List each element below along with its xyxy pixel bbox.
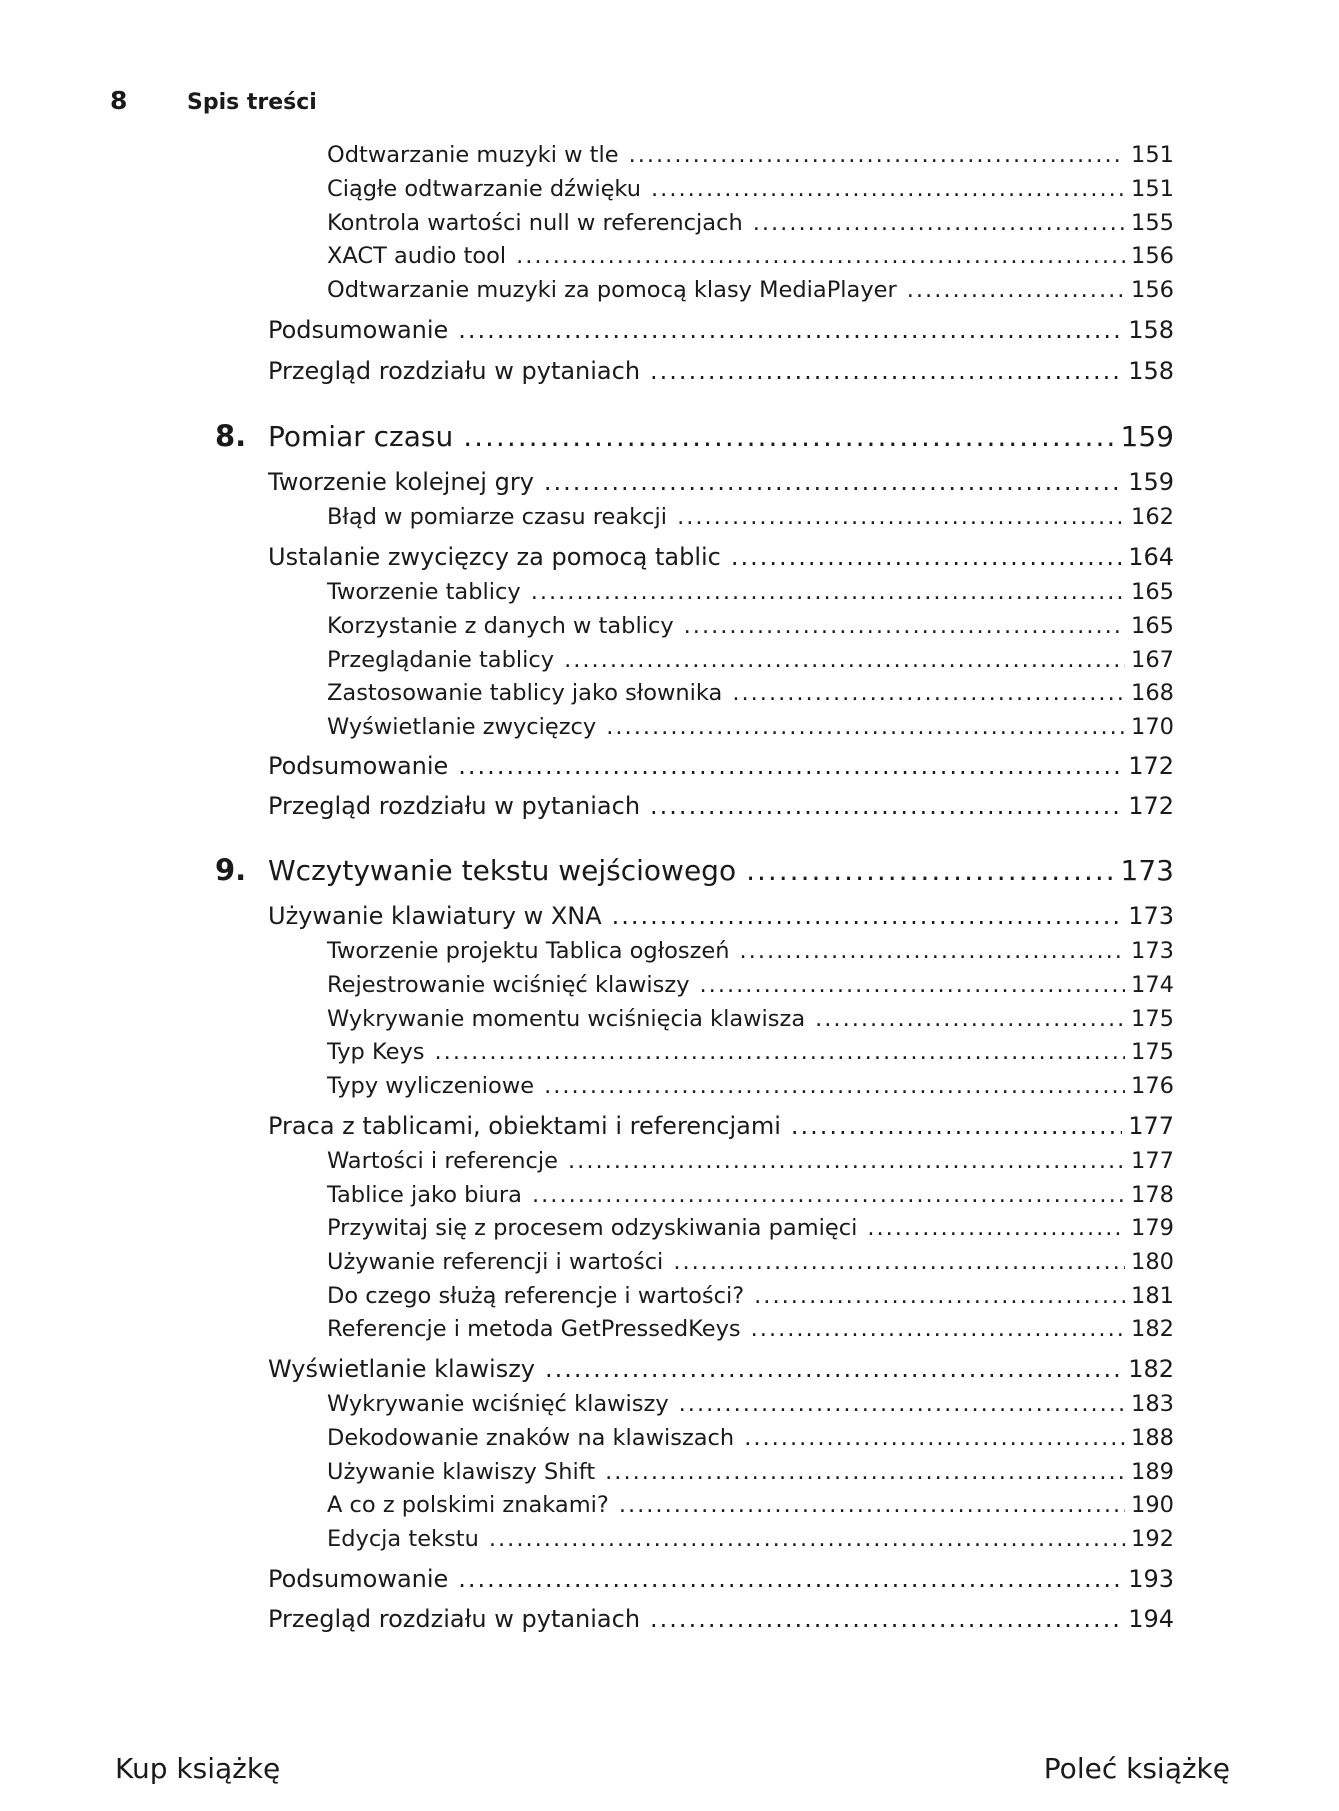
toc-entry[interactable] bbox=[268, 792, 1174, 820]
toc-entry-page: 193 bbox=[1128, 1565, 1174, 1593]
toc-entry-label: Edycja tekstu bbox=[327, 1526, 479, 1552]
toc-entry[interactable] bbox=[327, 714, 1174, 740]
leader-dots bbox=[458, 316, 1122, 344]
leader-dots bbox=[677, 504, 1125, 530]
toc-entry-label: Podsumowanie bbox=[268, 316, 449, 344]
toc-entry-label: Ciągłe odtwarzanie dźwięku bbox=[327, 176, 642, 202]
toc-entry-label: Wyświetlanie zwycięzcy bbox=[327, 714, 597, 740]
leader-dots bbox=[867, 1215, 1125, 1241]
toc-entry[interactable] bbox=[327, 1492, 1174, 1518]
toc-entry-page: 175 bbox=[1131, 1006, 1174, 1032]
toc-entry-label: Wykrywanie wciśnięć klawiszy bbox=[327, 1391, 669, 1417]
toc-entry[interactable] bbox=[327, 210, 1174, 236]
toc-entry-page: 173 bbox=[1131, 938, 1174, 964]
leader-dots bbox=[754, 1283, 1125, 1309]
toc-entry-page: 188 bbox=[1131, 1425, 1174, 1451]
toc-entry-label: Rejestrowanie wciśnięć klawiszy bbox=[327, 972, 690, 998]
toc-entry-label: Przeglądanie tablicy bbox=[327, 647, 555, 673]
toc-entry-label: Typy wyliczeniowe bbox=[327, 1073, 535, 1099]
toc-entry-label: Wyświetlanie klawiszy bbox=[268, 1355, 536, 1383]
leader-dots bbox=[673, 1249, 1125, 1275]
leader-dots bbox=[651, 176, 1125, 202]
leader-dots bbox=[532, 1182, 1125, 1208]
toc-entry[interactable] bbox=[327, 1073, 1174, 1099]
toc-entry-page: 182 bbox=[1131, 1316, 1174, 1342]
toc-entry[interactable] bbox=[327, 1283, 1174, 1309]
leader-dots bbox=[815, 1006, 1125, 1032]
leader-dots bbox=[605, 1459, 1125, 1485]
toc-entry[interactable] bbox=[268, 357, 1174, 385]
toc-entry[interactable] bbox=[268, 543, 1174, 571]
toc-entry[interactable] bbox=[327, 1425, 1174, 1451]
toc-entry-page: 178 bbox=[1131, 1182, 1174, 1208]
toc-entry[interactable] bbox=[327, 243, 1174, 269]
chapter-title: Wczytywanie tekstu wejściowego bbox=[268, 854, 737, 887]
toc-entry[interactable] bbox=[327, 277, 1174, 303]
chapter-title: Pomiar czasu bbox=[268, 420, 454, 453]
toc-entry[interactable] bbox=[327, 972, 1174, 998]
leader-dots bbox=[650, 1605, 1122, 1633]
toc-entry-page: 177 bbox=[1128, 1112, 1174, 1140]
toc-entry[interactable] bbox=[327, 938, 1174, 964]
chapter-heading[interactable] bbox=[215, 419, 1174, 453]
toc-entry[interactable] bbox=[268, 1605, 1174, 1633]
toc-entry-page: 164 bbox=[1128, 543, 1174, 571]
toc-entry[interactable] bbox=[268, 1112, 1174, 1140]
leader-dots bbox=[612, 902, 1123, 930]
toc-entry-page: 162 bbox=[1131, 504, 1174, 530]
toc-entry-label: Praca z tablicami, obiektami i referencjami bbox=[268, 1112, 781, 1140]
toc-entry[interactable] bbox=[327, 613, 1174, 639]
toc-entry-page: 172 bbox=[1128, 752, 1174, 780]
toc-entry-label: Ustalanie zwycięzcy za pomocą tablic bbox=[268, 543, 721, 571]
leader-dots bbox=[489, 1526, 1125, 1552]
leader-dots bbox=[700, 972, 1126, 998]
toc-entry-label: Używanie klawiszy Shift bbox=[327, 1459, 596, 1485]
toc-entry-page: 194 bbox=[1128, 1605, 1174, 1633]
toc-entry-page: 168 bbox=[1131, 680, 1174, 706]
toc-entry[interactable] bbox=[268, 316, 1174, 344]
leader-dots bbox=[516, 243, 1125, 269]
toc-entry-label: Odtwarzanie muzyki za pomocą klasy MediaPlayer bbox=[327, 277, 897, 303]
toc-entry-page: 182 bbox=[1128, 1355, 1174, 1383]
toc-entry-label: Tworzenie kolejnej gry bbox=[268, 468, 534, 496]
recommend-book-link[interactable]: Poleć książkę bbox=[1043, 1752, 1230, 1785]
leader-dots bbox=[744, 1425, 1125, 1451]
toc-entry-page: 170 bbox=[1131, 714, 1174, 740]
chapter-page: 159 bbox=[1120, 420, 1174, 453]
running-head bbox=[110, 86, 317, 115]
chapter-number: 9. bbox=[215, 853, 247, 887]
toc-entry-label: Dekodowanie znaków na klawiszach bbox=[327, 1425, 735, 1451]
leader-dots bbox=[679, 1391, 1125, 1417]
toc-entry-label: Wartości i referencje bbox=[327, 1148, 559, 1174]
toc-entry-page: 181 bbox=[1131, 1283, 1174, 1309]
toc-entry-label: A co z polskimi znakami? bbox=[327, 1492, 609, 1518]
toc-entry-label: Odtwarzanie muzyki w tle bbox=[327, 142, 619, 168]
leader-dots bbox=[435, 1039, 1126, 1065]
toc-entry-label: Typ Keys bbox=[327, 1039, 425, 1065]
leader-dots bbox=[791, 1112, 1122, 1140]
toc-entry-label: Tworzenie tablicy bbox=[327, 579, 521, 605]
toc-entry[interactable] bbox=[327, 1459, 1174, 1485]
toc-entry-label: Używanie klawiatury w XNA bbox=[268, 902, 602, 930]
leader-dots bbox=[751, 1316, 1125, 1342]
toc-entry-page: 156 bbox=[1131, 277, 1174, 303]
toc-entry-page: 158 bbox=[1128, 357, 1174, 385]
toc-entry-label: Wykrywanie momentu wciśnięcia klawisza bbox=[327, 1006, 806, 1032]
leader-dots bbox=[531, 579, 1125, 605]
toc-entry-label: Przegląd rozdziału w pytaniach bbox=[268, 792, 641, 820]
section-name: Spis treści bbox=[187, 90, 317, 115]
toc-entry-page: 190 bbox=[1131, 1492, 1174, 1518]
leader-dots bbox=[544, 468, 1122, 496]
toc-entry-label: Używanie referencji i wartości bbox=[327, 1249, 664, 1275]
toc-entry-page: 165 bbox=[1131, 579, 1174, 605]
toc-entry-label: Korzystanie z danych w tablicy bbox=[327, 613, 674, 639]
leader-dots bbox=[753, 210, 1125, 236]
toc-entry[interactable] bbox=[327, 579, 1174, 605]
leader-dots bbox=[740, 938, 1126, 964]
toc-entry-label: Zastosowanie tablicy jako słownika bbox=[327, 680, 723, 706]
toc-entry[interactable] bbox=[327, 1006, 1174, 1032]
toc-entry[interactable] bbox=[327, 1039, 1174, 1065]
leader-dots bbox=[629, 142, 1125, 168]
toc-entry-page: 175 bbox=[1131, 1039, 1174, 1065]
toc-entry-page: 173 bbox=[1128, 902, 1174, 930]
toc-entry[interactable] bbox=[327, 1215, 1174, 1241]
leader-dots bbox=[458, 1565, 1122, 1593]
toc-entry-page: 177 bbox=[1131, 1148, 1174, 1174]
leader-dots bbox=[732, 680, 1125, 706]
toc-entry[interactable] bbox=[268, 1355, 1174, 1383]
chapter-heading[interactable] bbox=[215, 853, 1174, 887]
toc-entry-label: XACT audio tool bbox=[327, 243, 507, 269]
toc-entry-label: Podsumowanie bbox=[268, 752, 449, 780]
toc-entry-page: 179 bbox=[1131, 1215, 1174, 1241]
chapter-number: 8. bbox=[215, 419, 247, 453]
toc-entry-page: 192 bbox=[1131, 1526, 1174, 1552]
toc-entry-page: 155 bbox=[1131, 210, 1174, 236]
leader-dots bbox=[564, 647, 1125, 673]
toc-entry-label: Tablice jako biura bbox=[327, 1182, 522, 1208]
leader-dots bbox=[568, 1148, 1125, 1174]
leader-dots bbox=[746, 854, 1114, 887]
chapter-page: 173 bbox=[1120, 854, 1174, 887]
leader-dots bbox=[606, 714, 1125, 740]
toc-entry[interactable] bbox=[268, 902, 1174, 930]
toc-entry[interactable] bbox=[268, 1565, 1174, 1593]
toc-entry-page: 158 bbox=[1128, 316, 1174, 344]
toc-entry[interactable] bbox=[327, 680, 1174, 706]
leader-dots bbox=[731, 543, 1122, 571]
toc-entry-page: 151 bbox=[1131, 142, 1174, 168]
toc-entry-label: Tworzenie projektu Tablica ogłoszeń bbox=[327, 938, 730, 964]
toc-entry-page: 165 bbox=[1131, 613, 1174, 639]
toc-entry[interactable] bbox=[327, 1391, 1174, 1417]
toc-entry[interactable] bbox=[327, 142, 1174, 168]
page-number: 8 bbox=[110, 86, 128, 115]
leader-dots bbox=[545, 1355, 1122, 1383]
toc-entry-page: 151 bbox=[1131, 176, 1174, 202]
toc-entry-page: 167 bbox=[1131, 647, 1174, 673]
toc-entry-label: Kontrola wartości null w referencjach bbox=[327, 210, 743, 236]
toc-entry-page: 156 bbox=[1131, 243, 1174, 269]
toc-entry[interactable] bbox=[327, 1249, 1174, 1275]
toc-entry[interactable] bbox=[327, 504, 1174, 530]
toc-entry[interactable] bbox=[327, 1148, 1174, 1174]
toc-entry[interactable] bbox=[327, 1316, 1174, 1342]
toc-entry[interactable] bbox=[268, 752, 1174, 780]
leader-dots bbox=[907, 277, 1125, 303]
leader-dots bbox=[650, 357, 1122, 385]
toc-entry-label: Przywitaj się z procesem odzyskiwania pamięci bbox=[327, 1215, 858, 1241]
toc-entry-label: Do czego służą referencje i wartości? bbox=[327, 1283, 745, 1309]
toc-entry-label: Przegląd rozdziału w pytaniach bbox=[268, 357, 641, 385]
toc-entry-label: Referencje i metoda GetPressedKeys bbox=[327, 1316, 741, 1342]
toc-entry-page: 180 bbox=[1131, 1249, 1174, 1275]
leader-dots bbox=[650, 792, 1122, 820]
leader-dots bbox=[684, 613, 1125, 639]
toc-entry-label: Podsumowanie bbox=[268, 1565, 449, 1593]
leader-dots bbox=[619, 1492, 1125, 1518]
toc-entry[interactable] bbox=[327, 176, 1174, 202]
toc-entry-page: 159 bbox=[1128, 468, 1174, 496]
leader-dots bbox=[463, 420, 1114, 453]
toc-entry-label: Przegląd rozdziału w pytaniach bbox=[268, 1605, 641, 1633]
toc-entry-page: 172 bbox=[1128, 792, 1174, 820]
leader-dots bbox=[458, 752, 1122, 780]
leader-dots bbox=[544, 1073, 1125, 1099]
toc-entry[interactable] bbox=[327, 1182, 1174, 1208]
toc-entry[interactable] bbox=[327, 647, 1174, 673]
toc-entry-page: 189 bbox=[1131, 1459, 1174, 1485]
toc-entry[interactable] bbox=[268, 468, 1174, 496]
toc-entry-page: 183 bbox=[1131, 1391, 1174, 1417]
buy-book-link[interactable]: Kup książkę bbox=[115, 1752, 281, 1785]
toc-entry-page: 174 bbox=[1131, 972, 1174, 998]
toc-entry[interactable] bbox=[327, 1526, 1174, 1552]
toc-entry-label: Błąd w pomiarze czasu reakcji bbox=[327, 504, 668, 530]
toc-entry-page: 176 bbox=[1131, 1073, 1174, 1099]
